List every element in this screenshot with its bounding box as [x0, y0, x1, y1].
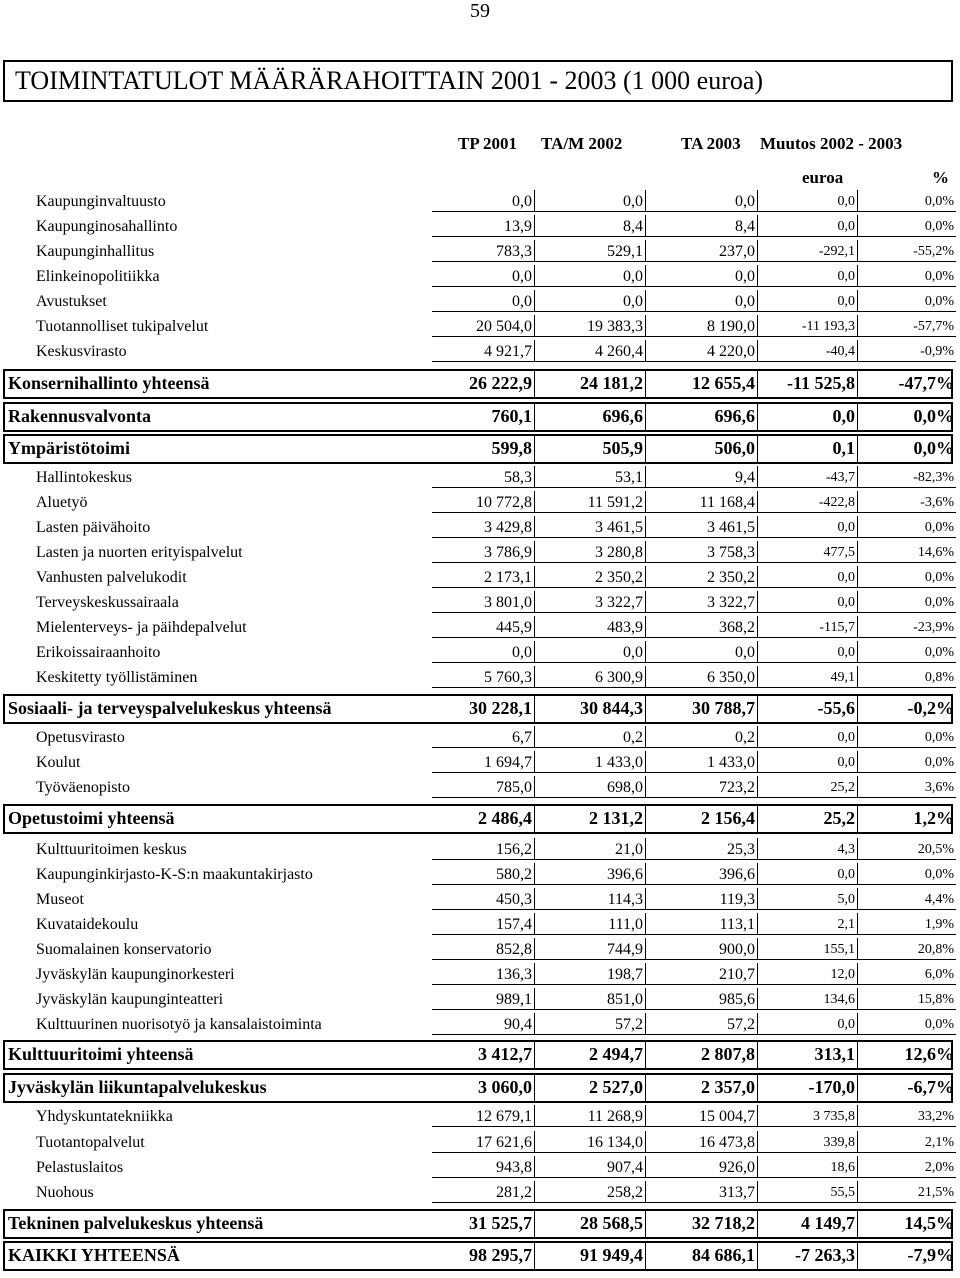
table-row — [0, 541, 960, 565]
row-label: Jyväskylän liikuntapalvelukeskus — [8, 1077, 267, 1097]
cell-muutos-euroa: 0,0 — [758, 265, 858, 287]
table-row — [0, 726, 960, 750]
table-row — [0, 641, 960, 665]
cell-muutos-pct: 0,0% — [858, 591, 956, 613]
row-label: Rakennusvalvonta — [8, 406, 152, 426]
row-label: Suomalainen konservatorio — [36, 941, 212, 958]
cell-ta2003: 0,0 — [646, 190, 758, 212]
cell-muutos-euroa: 49,1 — [758, 666, 858, 688]
row-label: Vanhusten palvelukodit — [36, 569, 187, 586]
cell-muutos-pct: 15,8% — [858, 988, 956, 1010]
cell-tam2002: 0,0 — [535, 265, 646, 287]
cell-tam2002: 2 494,7 — [535, 1040, 646, 1068]
cell-tam2002: 3 322,7 — [535, 591, 646, 613]
cell-muutos-pct: 20,5% — [858, 838, 956, 860]
table-row — [0, 776, 960, 800]
cell-muutos-pct: 0,0% — [858, 215, 956, 237]
cell-muutos-euroa: 25,2 — [758, 804, 858, 832]
cell-tam2002: 198,7 — [535, 963, 646, 985]
cell-tam2002: 6 300,9 — [535, 666, 646, 688]
cell-tam2002: 2 527,0 — [535, 1073, 646, 1101]
cell-tp2001: 30 228,1 — [432, 694, 535, 722]
col-header-euroa: euroa — [802, 168, 844, 187]
row-label: Kaupunginosahallinto — [36, 218, 178, 235]
row-label: Kuvataidekoulu — [36, 916, 139, 933]
cell-muutos-pct: 0,8% — [858, 666, 956, 688]
cell-muutos-euroa: 0,0 — [758, 1013, 858, 1035]
cell-tam2002: 483,9 — [535, 616, 646, 638]
cell-muutos-euroa: -292,1 — [758, 240, 858, 262]
cell-ta2003: 84 686,1 — [646, 1241, 758, 1269]
cell-muutos-pct: 0,0% — [858, 751, 956, 773]
row-label: Kulttuuritoimen keskus — [36, 841, 187, 858]
table-row — [0, 666, 960, 690]
table-row — [0, 1181, 960, 1205]
cell-muutos-euroa: 0,0 — [758, 215, 858, 237]
cell-muutos-pct: -6,7% — [907, 1077, 954, 1097]
row-label: Keskitetty työllistäminen — [36, 669, 198, 686]
cell-ta2003: 2 357,0 — [646, 1073, 758, 1101]
cell-muutos-pct: -57,7% — [858, 315, 956, 337]
table-row — [0, 215, 960, 239]
cell-muutos-pct: 12,6% — [904, 1044, 954, 1064]
cell-muutos-euroa: -55,6 — [758, 694, 858, 722]
cell-tp2001: 98 295,7 — [432, 1241, 535, 1269]
row-label: Yhdyskuntatekniikka — [36, 1108, 173, 1125]
cell-tp2001: 17 621,6 — [432, 1131, 535, 1153]
table-row — [0, 516, 960, 540]
table-total-row — [0, 1040, 960, 1070]
cell-ta2003: 0,0 — [646, 641, 758, 663]
cell-tam2002: 2 131,2 — [535, 804, 646, 832]
cell-muutos-euroa: 0,0 — [758, 516, 858, 538]
cell-tp2001: 0,0 — [432, 641, 535, 663]
row-label: Lasten ja nuorten erityispalvelut — [36, 544, 243, 561]
table-row — [0, 491, 960, 515]
cell-tam2002: 4 260,4 — [535, 340, 646, 362]
cell-muutos-pct: 0,0% — [913, 438, 954, 458]
cell-ta2003: 3 758,3 — [646, 541, 758, 563]
row-label: Ympäristötoimi — [8, 438, 130, 458]
cell-tam2002: 114,3 — [535, 888, 646, 910]
cell-ta2003: 926,0 — [646, 1156, 758, 1178]
cell-tam2002: 11 268,9 — [535, 1105, 646, 1127]
row-label: Työväenopisto — [36, 779, 130, 796]
cell-ta2003: 2 807,8 — [646, 1040, 758, 1068]
cell-ta2003: 210,7 — [646, 963, 758, 985]
cell-tam2002: 21,0 — [535, 838, 646, 860]
cell-muutos-pct: -3,6% — [858, 491, 956, 513]
col-header-ta2003: TA 2003 — [681, 134, 741, 153]
table-row — [0, 751, 960, 775]
table-total-row — [0, 694, 960, 724]
cell-tam2002: 505,9 — [535, 434, 646, 462]
cell-muutos-pct: -0,9% — [858, 340, 956, 362]
cell-muutos-pct: -47,7% — [898, 373, 954, 393]
cell-tp2001: 445,9 — [432, 616, 535, 638]
cell-tp2001: 136,3 — [432, 963, 535, 985]
cell-tp2001: 10 772,8 — [432, 491, 535, 513]
cell-tam2002: 396,6 — [535, 863, 646, 885]
cell-ta2003: 723,2 — [646, 776, 758, 798]
cell-tp2001: 4 921,7 — [432, 340, 535, 362]
cell-muutos-euroa: 0,1 — [758, 434, 858, 462]
cell-tp2001: 943,8 — [432, 1156, 535, 1178]
col-header-tp2001: TP 2001 — [458, 134, 518, 153]
cell-muutos-pct: 0,0% — [858, 726, 956, 748]
row-label: Erikoissairaanhoito — [36, 644, 161, 661]
row-label: Kaupunginhallitus — [36, 243, 155, 260]
page-title: TOIMINTATULOT MÄÄRÄRAHOITTAIN 2001 - 2003 (1 000 euroa) — [3, 60, 953, 102]
cell-muutos-pct: 0,0% — [858, 863, 956, 885]
cell-ta2003: 6 350,0 — [646, 666, 758, 688]
cell-muutos-pct: 1,2% — [913, 808, 954, 828]
cell-ta2003: 506,0 — [646, 434, 758, 462]
cell-muutos-euroa: 4,3 — [758, 838, 858, 860]
table-total-row — [0, 402, 960, 432]
cell-ta2003: 8,4 — [646, 215, 758, 237]
cell-ta2003: 30 788,7 — [646, 694, 758, 722]
table-total-row — [0, 1209, 960, 1239]
row-label: Koulut — [36, 754, 81, 771]
row-label: Tekninen palvelukeskus yhteensä — [8, 1213, 264, 1233]
cell-muutos-pct: 0,0% — [858, 641, 956, 663]
cell-muutos-pct: -23,9% — [858, 616, 956, 638]
cell-ta2003: 15 004,7 — [646, 1105, 758, 1127]
cell-muutos-euroa: 4 149,7 — [758, 1209, 858, 1237]
cell-ta2003: 0,2 — [646, 726, 758, 748]
cell-tp2001: 156,2 — [432, 838, 535, 860]
cell-muutos-pct: -82,3% — [858, 466, 956, 488]
cell-muutos-pct: 33,2% — [858, 1105, 956, 1127]
cell-ta2003: 0,0 — [646, 290, 758, 312]
cell-tam2002: 3 461,5 — [535, 516, 646, 538]
row-label: Kulttuuritoimi yhteensä — [8, 1044, 194, 1064]
cell-ta2003: 3 461,5 — [646, 516, 758, 538]
cell-muutos-euroa: -40,4 — [758, 340, 858, 362]
row-label: Terveyskeskussairaala — [36, 594, 179, 611]
cell-tp2001: 3 060,0 — [432, 1073, 535, 1101]
table-row — [0, 240, 960, 264]
cell-muutos-euroa: 134,6 — [758, 988, 858, 1010]
table-row — [0, 265, 960, 289]
cell-muutos-pct: -55,2% — [858, 240, 956, 262]
row-label: KAIKKI YHTEENSÄ — [8, 1245, 180, 1265]
cell-muutos-euroa: 0,0 — [758, 641, 858, 663]
cell-tp2001: 13,9 — [432, 215, 535, 237]
table-total-row — [0, 434, 960, 464]
row-label: Elinkeinopolitiikka — [36, 268, 160, 285]
page-number: 59 — [470, 0, 490, 22]
row-label: Avustukset — [36, 293, 107, 310]
cell-tp2001: 281,2 — [432, 1181, 535, 1203]
table-row — [0, 963, 960, 987]
cell-tam2002: 258,2 — [535, 1181, 646, 1203]
cell-muutos-euroa: 2,1 — [758, 913, 858, 935]
table-total-row — [0, 804, 960, 834]
cell-tp2001: 20 504,0 — [432, 315, 535, 337]
cell-muutos-euroa: -43,7 — [758, 466, 858, 488]
cell-muutos-pct: 0,0% — [858, 265, 956, 287]
row-label: Jyväskylän kaupunginorkesteri — [36, 966, 235, 983]
cell-muutos-pct: -0,2% — [907, 698, 954, 718]
cell-ta2003: 113,1 — [646, 913, 758, 935]
cell-muutos-euroa: 25,2 — [758, 776, 858, 798]
table-row — [0, 863, 960, 887]
cell-ta2003: 313,7 — [646, 1181, 758, 1203]
cell-tam2002: 907,4 — [535, 1156, 646, 1178]
cell-ta2003: 25,3 — [646, 838, 758, 860]
cell-ta2003: 1 433,0 — [646, 751, 758, 773]
cell-ta2003: 696,6 — [646, 402, 758, 430]
cell-tp2001: 0,0 — [432, 265, 535, 287]
cell-ta2003: 12 655,4 — [646, 369, 758, 397]
cell-ta2003: 57,2 — [646, 1013, 758, 1035]
cell-tp2001: 0,0 — [432, 190, 535, 212]
cell-muutos-euroa: 0,0 — [758, 726, 858, 748]
cell-tp2001: 3 786,9 — [432, 541, 535, 563]
cell-tam2002: 696,6 — [535, 402, 646, 430]
cell-tp2001: 58,3 — [432, 466, 535, 488]
cell-ta2003: 8 190,0 — [646, 315, 758, 337]
table-row — [0, 566, 960, 590]
cell-muutos-pct: 6,0% — [858, 963, 956, 985]
cell-tam2002: 111,0 — [535, 913, 646, 935]
col-header-tam2002: TA/M 2002 — [541, 134, 623, 153]
cell-tam2002: 8,4 — [535, 215, 646, 237]
cell-ta2003: 3 322,7 — [646, 591, 758, 613]
cell-muutos-euroa: -11 193,3 — [758, 315, 858, 337]
cell-muutos-euroa: 0,0 — [758, 190, 858, 212]
cell-tp2001: 852,8 — [432, 938, 535, 960]
cell-muutos-pct: 1,9% — [858, 913, 956, 935]
cell-ta2003: 396,6 — [646, 863, 758, 885]
row-label: Sosiaali- ja terveyspalvelukeskus yhteensä — [8, 698, 332, 718]
cell-tp2001: 90,4 — [432, 1013, 535, 1035]
cell-muutos-pct: 20,8% — [858, 938, 956, 960]
cell-tam2002: 16 134,0 — [535, 1131, 646, 1153]
row-label: Hallintokeskus — [36, 469, 132, 486]
cell-muutos-euroa: 0,0 — [758, 566, 858, 588]
cell-muutos-euroa: -422,8 — [758, 491, 858, 513]
row-label: Pelastuslaitos — [36, 1159, 124, 1176]
row-label: Aluetyö — [36, 494, 88, 511]
row-label: Tuotantopalvelut — [36, 1134, 145, 1151]
cell-tam2002: 0,0 — [535, 290, 646, 312]
cell-muutos-euroa: 313,1 — [758, 1040, 858, 1068]
table-row — [0, 315, 960, 339]
row-label: Museot — [36, 891, 84, 908]
cell-ta2003: 368,2 — [646, 616, 758, 638]
cell-muutos-euroa: 0,0 — [758, 751, 858, 773]
table-row — [0, 1013, 960, 1037]
row-label: Opetustoimi yhteensä — [8, 808, 175, 828]
table-row — [0, 913, 960, 937]
cell-tp2001: 1 694,7 — [432, 751, 535, 773]
row-label: Kaupunginvaltuusto — [36, 193, 166, 210]
row-label: Jyväskylän kaupunginteatteri — [36, 991, 224, 1008]
cell-muutos-pct: -7,9% — [907, 1245, 954, 1265]
cell-tp2001: 450,3 — [432, 888, 535, 910]
cell-muutos-euroa: 339,8 — [758, 1131, 858, 1153]
cell-muutos-pct: 2,1% — [858, 1131, 956, 1153]
cell-muutos-pct: 0,0% — [858, 1013, 956, 1035]
cell-tam2002: 3 280,8 — [535, 541, 646, 563]
table-row — [0, 888, 960, 912]
cell-tp2001: 785,0 — [432, 776, 535, 798]
cell-tam2002: 53,1 — [535, 466, 646, 488]
table-row — [0, 616, 960, 640]
cell-tam2002: 529,1 — [535, 240, 646, 262]
cell-tam2002: 0,0 — [535, 641, 646, 663]
cell-tp2001: 2 486,4 — [432, 804, 535, 832]
cell-ta2003: 237,0 — [646, 240, 758, 262]
table-row — [0, 190, 960, 214]
table-row — [0, 591, 960, 615]
cell-muutos-euroa: 155,1 — [758, 938, 858, 960]
cell-ta2003: 16 473,8 — [646, 1131, 758, 1153]
cell-tam2002: 11 591,2 — [535, 491, 646, 513]
cell-muutos-pct: 0,0% — [858, 290, 956, 312]
row-label: Mielenterveys- ja päihdepalvelut — [36, 619, 247, 636]
row-label: Nuohous — [36, 1184, 94, 1201]
cell-muutos-euroa: 0,0 — [758, 591, 858, 613]
row-label: Opetusvirasto — [36, 729, 125, 746]
cell-ta2003: 119,3 — [646, 888, 758, 910]
cell-tp2001: 31 525,7 — [432, 1209, 535, 1237]
cell-muutos-pct: 4,4% — [858, 888, 956, 910]
cell-tam2002: 24 181,2 — [535, 369, 646, 397]
cell-tp2001: 760,1 — [432, 402, 535, 430]
table-row — [0, 340, 960, 364]
cell-tp2001: 26 222,9 — [432, 369, 535, 397]
cell-muutos-pct: 21,5% — [858, 1181, 956, 1203]
cell-tam2002: 19 383,3 — [535, 315, 646, 337]
cell-ta2003: 4 220,0 — [646, 340, 758, 362]
cell-ta2003: 2 350,2 — [646, 566, 758, 588]
cell-ta2003: 900,0 — [646, 938, 758, 960]
cell-ta2003: 985,6 — [646, 988, 758, 1010]
cell-ta2003: 11 168,4 — [646, 491, 758, 513]
cell-tp2001: 989,1 — [432, 988, 535, 1010]
table-row — [0, 838, 960, 862]
table-row — [0, 290, 960, 314]
cell-tam2002: 28 568,5 — [535, 1209, 646, 1237]
cell-muutos-euroa: 5,0 — [758, 888, 858, 910]
table-row — [0, 1156, 960, 1180]
cell-tp2001: 599,8 — [432, 434, 535, 462]
cell-tam2002: 698,0 — [535, 776, 646, 798]
cell-muutos-pct: 14,5% — [904, 1213, 954, 1233]
table-row — [0, 1131, 960, 1155]
cell-tp2001: 580,2 — [432, 863, 535, 885]
cell-muutos-pct: 0,0% — [858, 516, 956, 538]
cell-muutos-euroa: 0,0 — [758, 402, 858, 430]
cell-ta2003: 0,0 — [646, 265, 758, 287]
cell-ta2003: 32 718,2 — [646, 1209, 758, 1237]
cell-tp2001: 0,0 — [432, 290, 535, 312]
table-total-row — [0, 369, 960, 399]
cell-ta2003: 9,4 — [646, 466, 758, 488]
table-total-row — [0, 1241, 960, 1271]
cell-muutos-pct: 2,0% — [858, 1156, 956, 1178]
cell-muutos-euroa: 0,0 — [758, 290, 858, 312]
cell-muutos-pct: 3,6% — [858, 776, 956, 798]
cell-tam2002: 0,0 — [535, 190, 646, 212]
cell-tam2002: 0,2 — [535, 726, 646, 748]
table-total-row — [0, 1073, 960, 1103]
cell-muutos-pct: 14,6% — [858, 541, 956, 563]
row-label: Keskusvirasto — [36, 343, 127, 360]
cell-tam2002: 2 350,2 — [535, 566, 646, 588]
cell-tam2002: 57,2 — [535, 1013, 646, 1035]
table-row — [0, 466, 960, 490]
cell-muutos-euroa: 477,5 — [758, 541, 858, 563]
table-row — [0, 1105, 960, 1129]
table-row — [0, 938, 960, 962]
cell-tp2001: 3 801,0 — [432, 591, 535, 613]
cell-muutos-euroa: 0,0 — [758, 863, 858, 885]
cell-muutos-euroa: -11 525,8 — [758, 369, 858, 397]
cell-tam2002: 1 433,0 — [535, 751, 646, 773]
cell-muutos-euroa: 12,0 — [758, 963, 858, 985]
row-label: Konsernihallinto yhteensä — [8, 373, 210, 393]
cell-muutos-euroa: -7 263,3 — [758, 1241, 858, 1269]
cell-tp2001: 12 679,1 — [432, 1105, 535, 1127]
row-label: Kaupunginkirjasto-K-S:n maakuntakirjasto — [36, 866, 313, 883]
cell-tam2002: 91 949,4 — [535, 1241, 646, 1269]
cell-muutos-pct: 0,0% — [858, 566, 956, 588]
table-row — [0, 988, 960, 1012]
cell-tp2001: 783,3 — [432, 240, 535, 262]
cell-tam2002: 744,9 — [535, 938, 646, 960]
cell-ta2003: 2 156,4 — [646, 804, 758, 832]
row-label: Kulttuurinen nuorisotyö ja kansalaistoiminta — [36, 1016, 322, 1033]
cell-tp2001: 3 412,7 — [432, 1040, 535, 1068]
cell-muutos-euroa: -115,7 — [758, 616, 858, 638]
cell-tp2001: 2 173,1 — [432, 566, 535, 588]
cell-muutos-euroa: -170,0 — [758, 1073, 858, 1101]
cell-tp2001: 157,4 — [432, 913, 535, 935]
cell-tam2002: 30 844,3 — [535, 694, 646, 722]
cell-muutos-pct: 0,0% — [858, 190, 956, 212]
cell-muutos-euroa: 18,6 — [758, 1156, 858, 1178]
cell-tp2001: 3 429,8 — [432, 516, 535, 538]
cell-muutos-euroa: 3 735,8 — [758, 1105, 858, 1127]
col-header-muutos: Muutos 2002 - 2003 — [760, 134, 903, 153]
row-label: Lasten päivähoito — [36, 519, 151, 536]
cell-muutos-euroa: 55,5 — [758, 1181, 858, 1203]
cell-tp2001: 6,7 — [432, 726, 535, 748]
col-header-pct: % — [932, 168, 949, 187]
cell-muutos-pct: 0,0% — [913, 406, 954, 426]
cell-tp2001: 5 760,3 — [432, 666, 535, 688]
cell-tam2002: 851,0 — [535, 988, 646, 1010]
row-label: Tuotannolliset tukipalvelut — [36, 318, 209, 335]
